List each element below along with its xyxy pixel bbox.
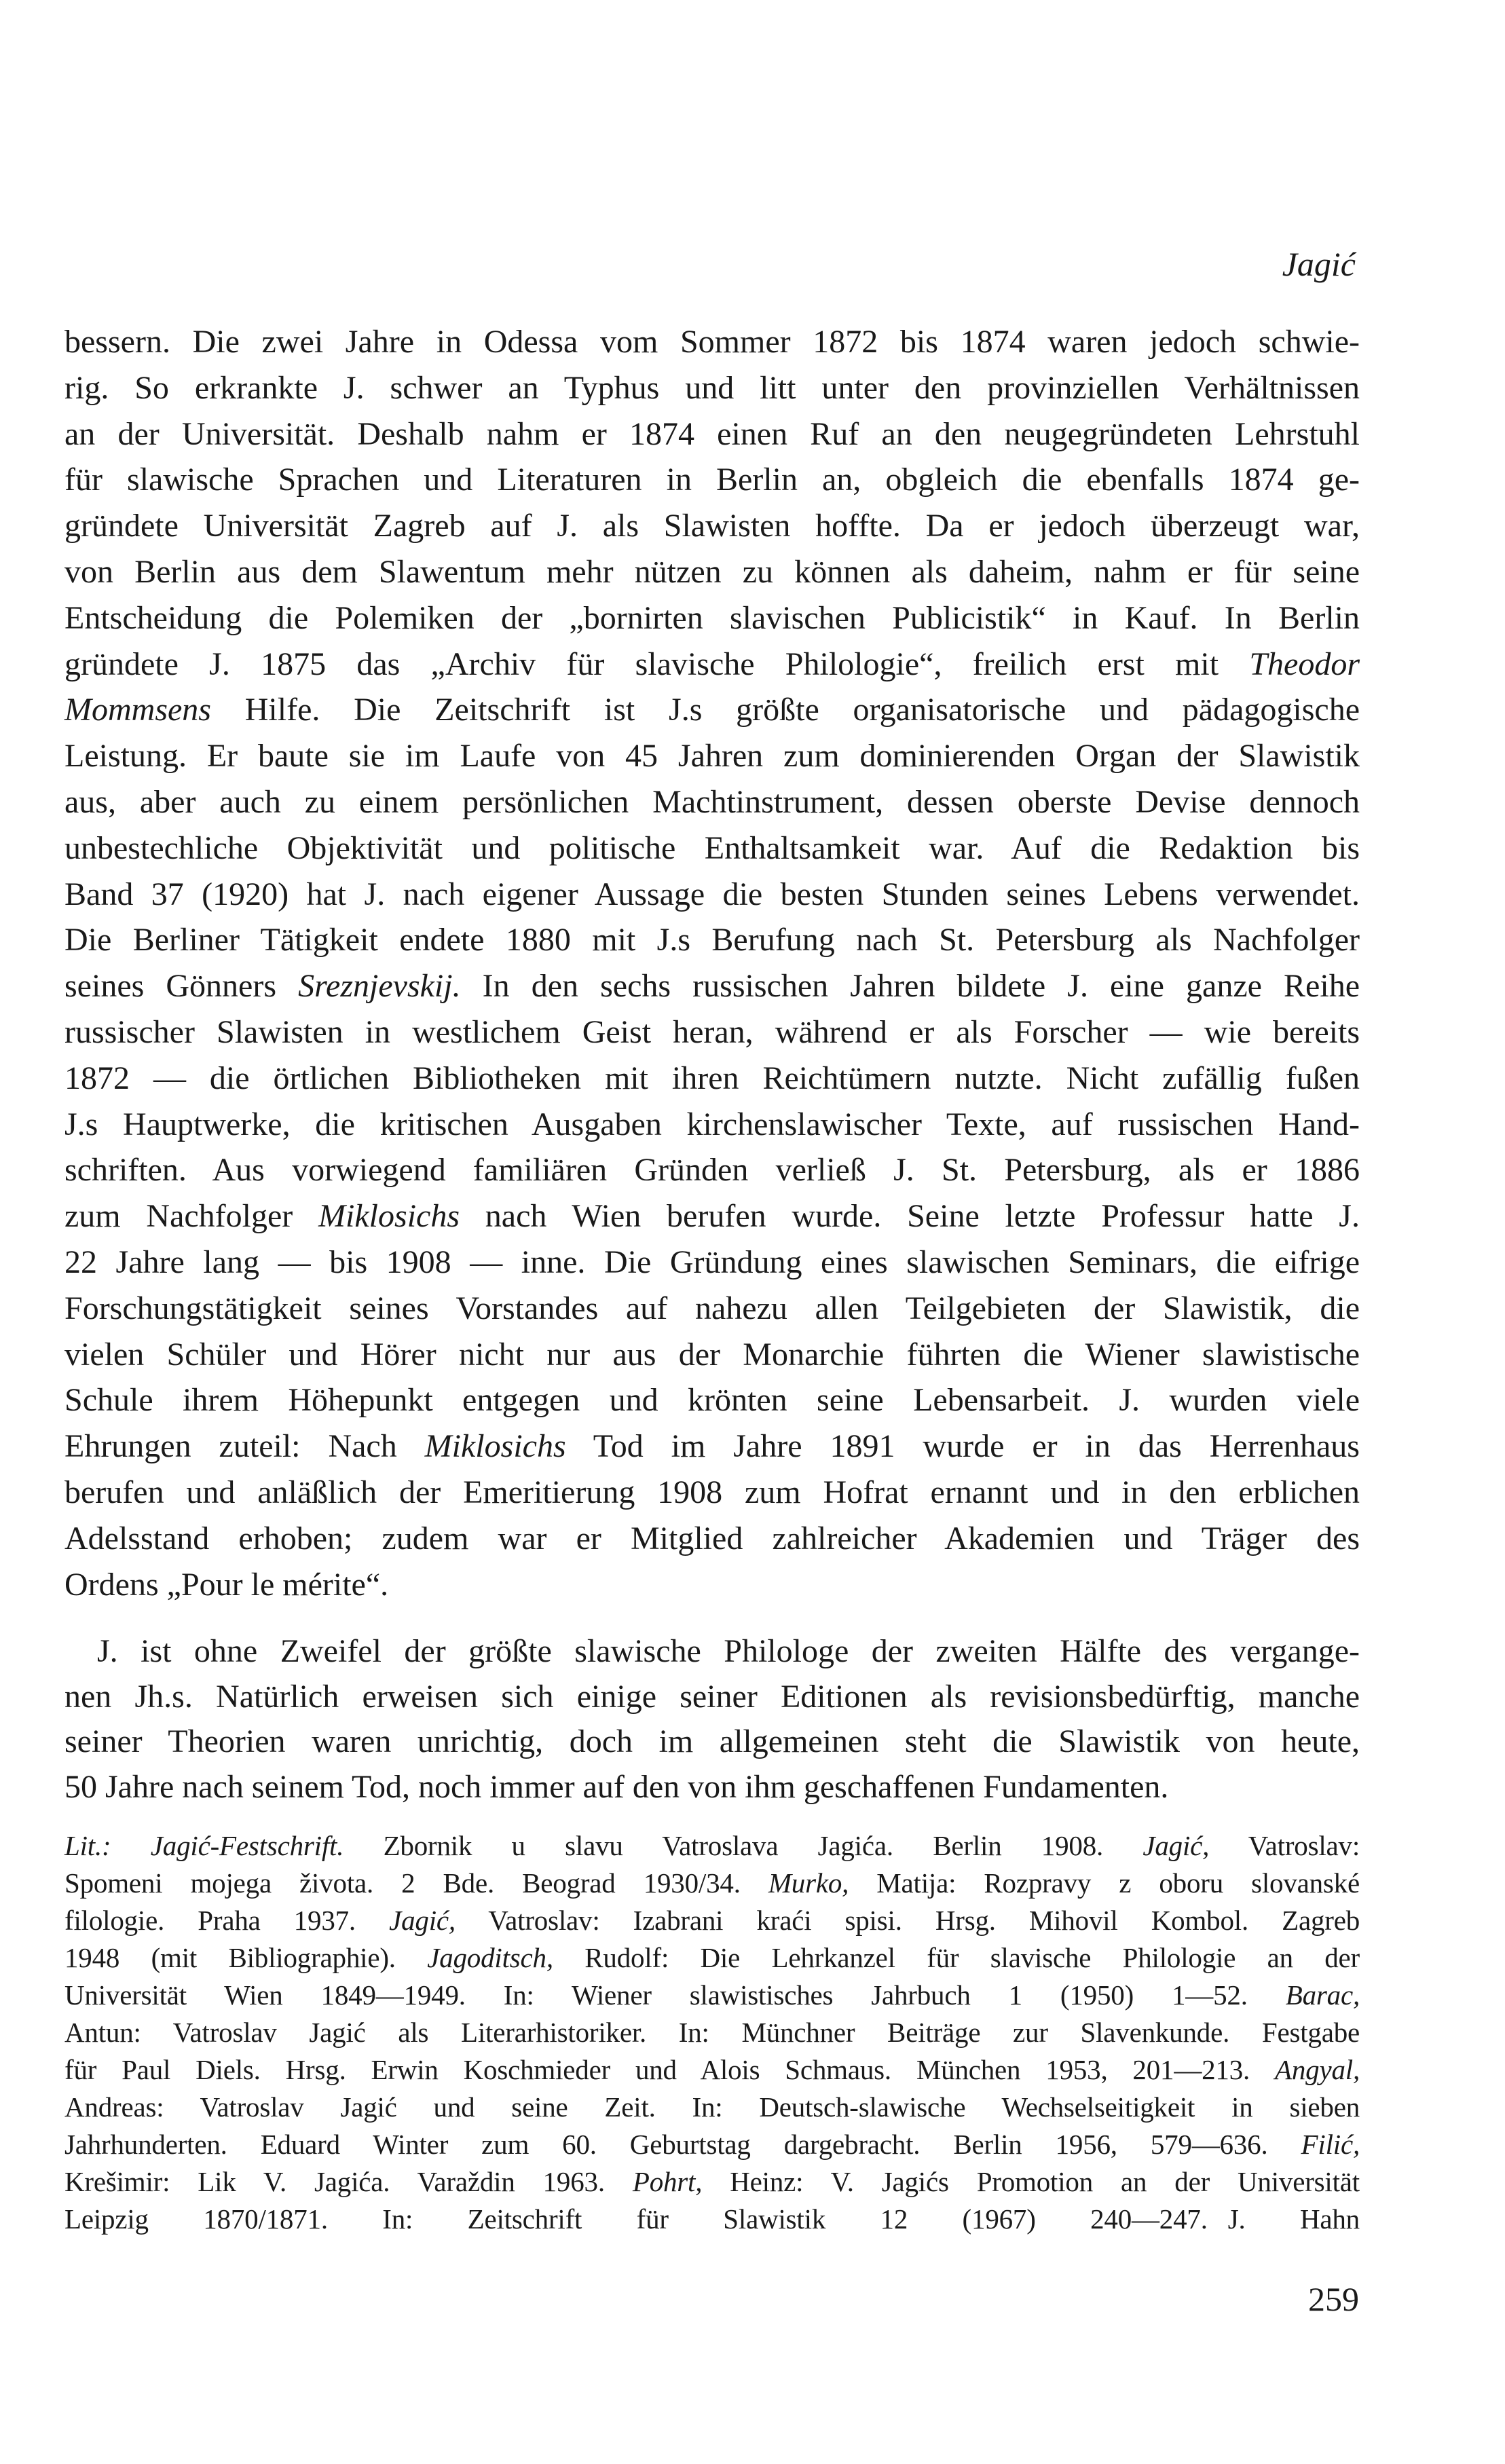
text-line — [64, 1902, 1360, 1939]
text-run: Rudolf: Die Lehrkanzel für slavische Philologie an der — [553, 1942, 1360, 1973]
person-name: Jagoditsch, — [427, 1942, 553, 1973]
author-signature: J. Hahn — [1227, 2203, 1360, 2235]
text-run: Matija: Rozpravy z oboru slovanské — [849, 1867, 1360, 1899]
text-line — [64, 2163, 1360, 2201]
text-line — [64, 1193, 1360, 1239]
text-run: Krešimir: Lik V. Jagića. Varaždin 1963. — [64, 2166, 633, 2197]
text-line: von Berlin aus dem Slawentum mehr nützen zu können als daheim, nahm er für seine — [64, 553, 1360, 590]
text-line — [64, 2126, 1360, 2163]
text-run: Heinz: V. Jagićs Promotion an der Universität — [702, 2166, 1360, 2197]
text-line: Entscheidung die Polemiken der „bornirten slavischen Publicistik“ in Kauf. In Berlin — [64, 599, 1360, 636]
text-line — [64, 2051, 1360, 2089]
text-run: Spomeni mojega života. 2 Bde. Beograd 1930/34. — [64, 1867, 768, 1899]
text-line: gründete Universität Zagreb auf J. als Slawisten hoffte. Da er jedoch überzeugt war, — [64, 508, 1360, 544]
text-line: Leistung. Er baute sie im Laufe von 45 Jahren zum dominierenden Organ der Slawistik — [64, 738, 1360, 774]
text-line: Ordens „Pour le mérite“. — [64, 1566, 389, 1603]
text-line: aus, aber auch zu einem persönlichen Machtinstrument, dessen oberste Devise dennoch — [64, 783, 1360, 820]
text-run: für Paul Diels. Hrsg. Erwin Koschmieder und Alois Schmaus. München 1953, 201—213. — [64, 2054, 1276, 2085]
text-line: berufen und anläßlich der Emeritierung 1908 zum Hofrat ernannt und in den erblichen — [64, 1474, 1360, 1510]
text-run: nach Wien berufen wurde. Seine letzte Professur hatte J. — [460, 1198, 1360, 1235]
conclusion-paragraph — [64, 1629, 1360, 1810]
text-run: 1948 (mit Bibliographie). — [64, 1942, 428, 1973]
text-line: Andreas: Vatroslav Jagić und seine Zeit. In: Deutsch-slawische Wechselseitigkeit in sieben — [64, 2091, 1360, 2123]
text-run: Tod im Jahre 1891 wurde er in das Herrenhaus — [565, 1428, 1360, 1465]
text-line: 50 Jahre nach seinem Tod, noch immer auf den von ihm geschaffenen Fundamenten. — [64, 1768, 1169, 1805]
person-name: Jagić, — [1142, 1830, 1210, 1861]
text-line — [64, 1827, 1360, 1865]
text-line — [64, 641, 1360, 688]
person-name: Barac, — [1285, 1979, 1360, 2011]
text-line: Adelsstand erhoben; zudem war er Mitglied zahlreicher Akademien und Träger des — [64, 1520, 1360, 1556]
text-line: vielen Schüler und Hörer nicht nur aus der Monarchie führten die Wiener slawistische — [64, 1336, 1360, 1373]
text-run: zum Nachfolger — [64, 1198, 319, 1235]
person-name: Pohrt, — [632, 2166, 703, 2197]
text-line — [64, 1977, 1360, 2014]
text-line — [64, 963, 1360, 1009]
text-line — [64, 1865, 1360, 1902]
text-line: rig. So erkrankte J. schwer an Typhus und litt unter den provinziellen Verhältnissen — [64, 369, 1360, 406]
text-run: In den sechs russischen Jahren bildete J. eine ganze Reihe — [460, 968, 1360, 1005]
text-line: nen Jh.s. Natürlich erweisen sich einige seiner Editionen als revisionsbedürftig, manche — [64, 1678, 1360, 1715]
text-line — [64, 1939, 1360, 1977]
person-name: Mommsens — [64, 692, 211, 728]
text-line: Band 37 (1920) hat J. nach eigener Aussage die besten Stunden seines Lebens verwendet. — [64, 876, 1360, 912]
text-line: an der Universität. Deshalb nahm er 1874 einen Ruf an den neugegründeten Lehrstuhl — [64, 415, 1360, 452]
text-line: Die Berliner Tätigkeit endete 1880 mit J.s Berufung nach St. Petersburg als Nachfolger — [64, 922, 1360, 958]
text-run: Vatroslav: Izabrani kraći spisi. Hrsg. Mihovil Kombol. Zagreb — [455, 1905, 1360, 1936]
running-head: Jagić — [1282, 245, 1356, 283]
text-line: 22 Jahre lang — bis 1908 — inne. Die Gründung eines slawischen Seminars, die eifrige — [64, 1244, 1360, 1280]
text-line — [64, 687, 1360, 733]
text-run: filologie. Praha 1937. — [64, 1905, 390, 1936]
text-run: Hilfe. Die Zeitschrift ist J.s größte organisatorische und pädagogische — [210, 692, 1360, 728]
text-line — [64, 2201, 1360, 2238]
person-name: Theodor — [1249, 646, 1360, 682]
person-name: Filić, — [1301, 2129, 1360, 2160]
text-line: Schule ihrem Höhepunkt entgegen und krönten seine Lebensarbeit. J. wurden viele — [64, 1382, 1360, 1419]
person-name: Angyal, — [1275, 2054, 1360, 2085]
literature-list — [64, 1827, 1360, 2238]
person-name: Jagić, — [389, 1905, 456, 1936]
page-number: 259 — [1308, 2280, 1359, 2318]
text-line: J.s Hauptwerke, die kritischen Ausgaben kirchenslawischer Texte, auf russischen Hand- — [64, 1106, 1360, 1142]
text-line: schriften. Aus vorwiegend familiären Gründen verließ J. St. Petersburg, als er 1886 — [64, 1152, 1360, 1189]
text-line: russischer Slawisten in westlichem Geist heran, während er als Forscher — wie bereits — [64, 1013, 1360, 1050]
text-run: Leipzig 1870/1871. In: Zeitschrift für Slawistik 12 (1967) 240—247. — [64, 2203, 1208, 2235]
text-run: Zbornik u slavu Vatroslava Jagića. Berlin 1908. — [343, 1830, 1143, 1861]
person-name: Miklosichs — [318, 1198, 460, 1235]
lit-label: Lit.: Jagić-Festschrift. — [64, 1830, 344, 1861]
text-line — [64, 1423, 1360, 1470]
text-run: gründete J. 1875 das „Archiv für slavische Philologie“, freilich erst mit — [64, 646, 1250, 682]
text-line: unbestechliche Objektivität und politische Enthaltsamkeit war. Auf die Redaktion bis — [64, 829, 1360, 866]
person-name: Miklosichs — [424, 1428, 566, 1465]
text-line: Forschungstätigkeit seines Vorstandes auf nahezu allen Teilgebieten der Slawistik, die — [64, 1290, 1360, 1326]
text-run: Jahrhunderten. Eduard Winter zum 60. Geburtstag dargebracht. Berlin 1956, 579—636. — [64, 2129, 1301, 2160]
text-line: bessern. Die zwei Jahre in Odessa vom Sommer 1872 bis 1874 waren jedoch schwie- — [64, 324, 1360, 360]
body-paragraph — [64, 319, 1360, 1607]
text-line: 1872 — die örtlichen Bibliotheken mit ihren Reichtümern nutzte. Nicht zufällig fußen — [64, 1060, 1360, 1096]
text-run: Universität Wien 1849—1949. In: Wiener slawistisches Jahrbuch 1 (1950) 1—52. — [64, 1979, 1286, 2011]
person-name: Murko, — [768, 1867, 849, 1899]
text-line: Antun: Vatroslav Jagić als Literarhistoriker. In: Münchner Beiträge zur Slavenkunde. Festgabe — [64, 2017, 1360, 2048]
text-run: Vatroslav: — [1209, 1830, 1360, 1861]
person-name: Sreznjevskij. — [298, 968, 461, 1005]
text-line: für slawische Sprachen und Literaturen in Berlin an, obgleich die ebenfalls 1874 ge- — [64, 462, 1360, 498]
text-line: J. ist ohne Zweifel der größte slawische Philologe der zweiten Hälfte des vergange- — [97, 1633, 1360, 1669]
text-run: Ehrungen zuteil: Nach — [64, 1428, 425, 1465]
text-line: seiner Theorien waren unrichtig, doch im allgemeinen steht die Slawistik von heute, — [64, 1723, 1360, 1759]
text-run: seines Gönners — [64, 968, 299, 1005]
